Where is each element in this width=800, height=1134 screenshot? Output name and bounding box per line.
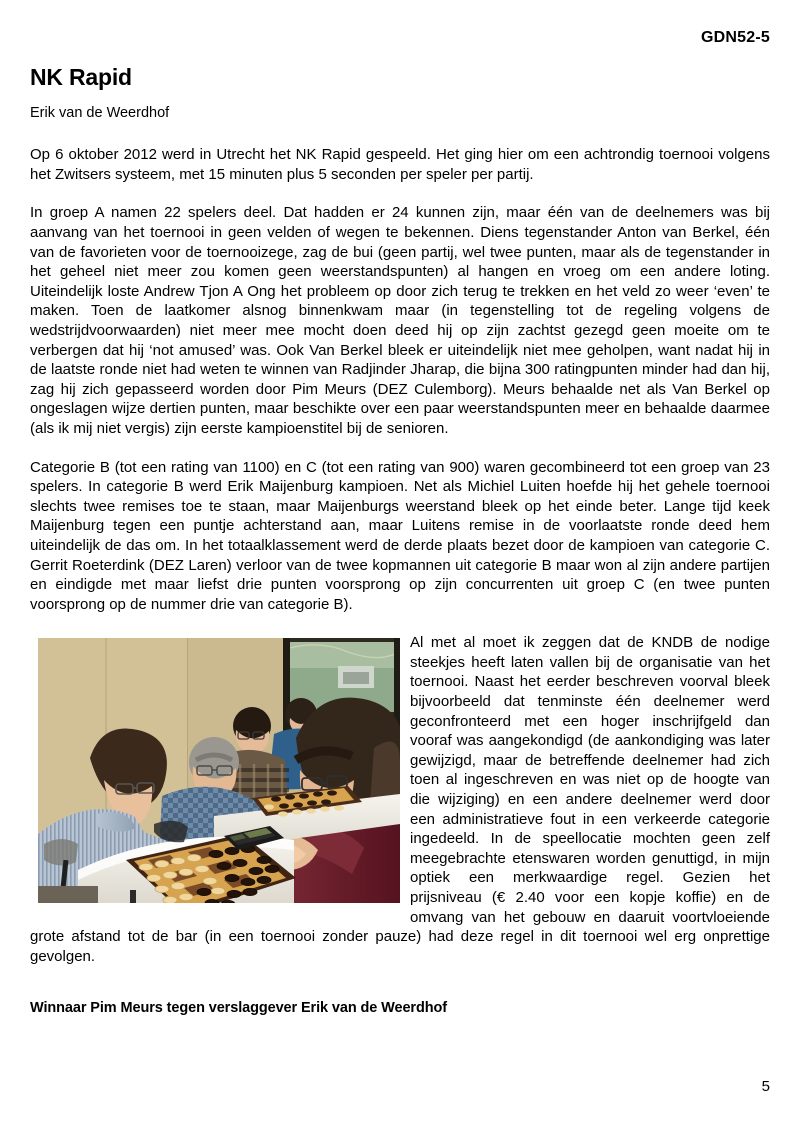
page-number: 5 <box>761 1078 770 1095</box>
paragraph-2: In groep A namen 22 spelers deel. Dat hadden er 24 kunnen zijn, maar één van de deelnemers was bij aanvang van het toernooi in geen velden of wegen te bekennen. Diens tegenstander Anton van Berkel, één van de favorieten voor de toernooizege, zag de bui (geen partij, wel twee punten, maar als de tegenstander in het geheel niet meer zou komen geen weerstandspunten) al hangen en vroeg om een andere loting. Uiteindelijk loste Andrew Tjon A Ong het probleem op door zich terug te trekken en het veld zo weer ‘even’ te maken. Toen de laatkomer alsnog binnenkwam maar (in tegenstelling tot de regeling volgens de wedstrijdvoorwaarden) niet meer mee mocht doen deed hij op zijn zachtst gezegd geen moeite om te verbergen dat hij ‘not amused’ was. Ook Van Berkel bleek er uiteindelijk niet mee geholpen, want nadat hij in de laatste ronde niet had weten te winnen van Radjinder Jharap, die bijna 300 ratingpunten minder had dan hij, zag hij zich gepasseerd worden door Pim Meurs (DEZ Culemborg). Meurs behaalde net als Van Berkel op ongeslagen wijze dertien punten, maar beschikte over een paar weerstandspunten meer en behaalde daarmee (als ik mij niet vergis) zijn eerste kampioenstitel bij de senioren. <box>30 204 770 437</box>
paragraph-1: Op 6 oktober 2012 werd in Utrecht het NK Rapid gespeeld. Het ging hier om een achtrondig toernooi volgens het Zwitsers systeem, met 15 minuten plus 5 seconden per speler per partij. <box>30 146 770 183</box>
article-body <box>30 145 770 1016</box>
page-title: NK Rapid <box>30 64 132 90</box>
tournament-photo <box>38 638 400 903</box>
tournament-photo-image <box>38 638 400 903</box>
article-byline: Erik van de Weerdhof <box>30 104 170 121</box>
paragraph-4: Al met al moet ik zeggen dat de KNDB de nodige steekjes heeft laten vallen bij de organisatie van het toernooi. Naast het eerder beschreven voorval bleek bijvoorbeeld dat tenminste één deelnemer werd geconfronteerd met een hoger inschrijfgeld dan vooraf was aangekondigd (de aankondiging was later gewijzigd, maar de betreffende deelnemer had zich toen al ingeschreven en was niet op de hoogte van die wijziging) en een andere deelnemer werd door een administratieve fout in een verkeerde categorie ingedeeld. In de speellocatie mochten geen zelf meegebrachte etenswaren worden genuttigd, in mijn optiek een merkwaardige regel. Gezien het prijsniveau (€ 2.40 voor een kopje koffie) en de omvang van het gebouw en daaruit voortvloeiende grote afstand tot de bar (in een toernooi zonder pauze) had deze regel in dit toernooi wel erg onprettige gevolgen. <box>30 634 770 965</box>
photo-caption: Winnaar Pim Meurs tegen verslaggever Erik van de Weerdhof <box>30 1000 447 1017</box>
page-content <box>30 0 770 1134</box>
paragraph-3: Categorie B (tot een rating van 1100) en C (tot een rating van 900) waren gecombineerd tot een groep van 23 spelers. In categorie B werd Erik Maijenburg kampioen. Net als Michiel Luiten hoefde hij het gehele toernooi slechts twee remises toe te staan, maar Maijenburgs weerstand bleek op het einde beter. Lange tijd keek Maijenburg tegen een puntje achterstand aan, maar Luitens remise in de voorlaatste ronde deed hem uiteindelijk de das om. In het totaalklassement werd de derde plaats bezet door de kampioen van categorie C. Gerrit Roeterdink (DEZ Laren) verloor van de twee kopmannen uit categorie B maar won al zijn andere partijen en eindigde met maar liefst drie punten voorsprong op zijn concurrenten uit groep C (en twee punten voorsprong op de nummer drie van categorie B). <box>30 458 770 613</box>
document-header-code: GDN52-5 <box>701 29 770 46</box>
